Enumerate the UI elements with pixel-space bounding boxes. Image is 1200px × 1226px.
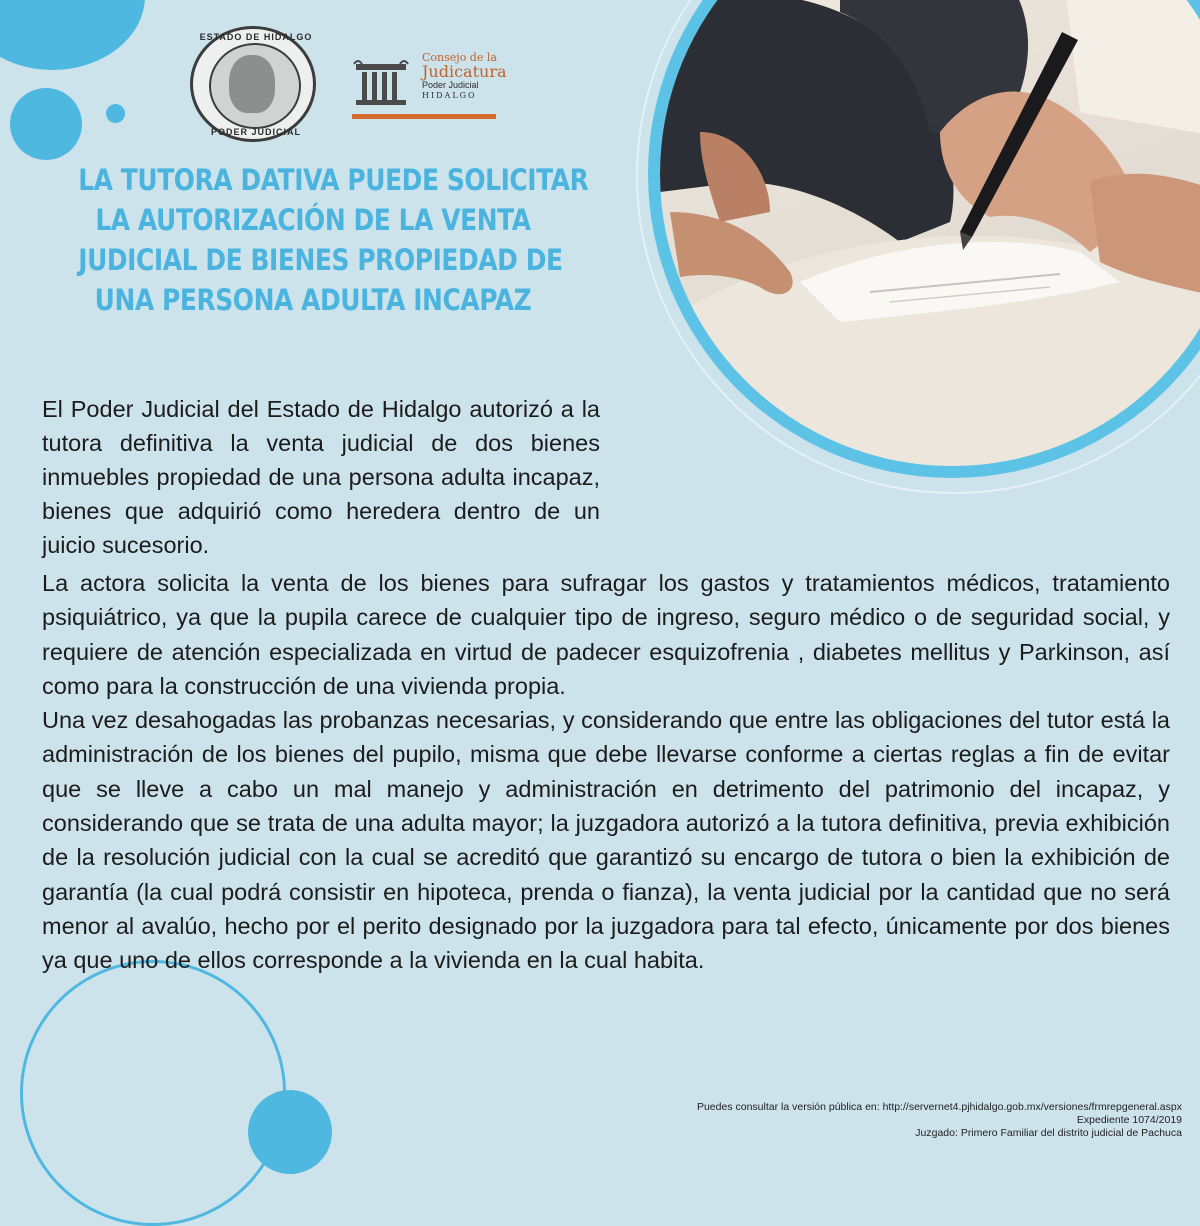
poder-judicial-seal-logo bbox=[190, 26, 316, 142]
seal-bottom-text: PODER JUDICIAL bbox=[210, 127, 301, 137]
title-line: LA TUTORA DATIVA PUEDE SOLICITAR bbox=[78, 163, 589, 197]
poder-judicial-line: Poder Judicial bbox=[422, 80, 479, 90]
title-line: LA AUTORIZACIÓN DE LA VENTA bbox=[95, 203, 531, 237]
decorative-circle bbox=[0, 0, 145, 70]
consejo-text bbox=[422, 51, 507, 100]
intro-paragraph: El Poder Judicial del Estado de Hidalgo autorizó a la tutora definitiva la venta judicial de dos bienes inmuebles propiedad de una persona adulta incapaz, bienes que adquirió como heredera dentro de un juicio sucesorio. bbox=[42, 396, 600, 558]
case-number: Expediente 1074/2019 bbox=[1076, 1114, 1182, 1126]
decorative-ring bbox=[20, 960, 286, 1226]
decorative-circle bbox=[248, 1090, 332, 1174]
orange-underline bbox=[352, 114, 496, 119]
title-line: JUDICIAL DE BIENES PROPIEDAD DE bbox=[78, 243, 563, 277]
seal-portrait bbox=[229, 55, 275, 113]
institution-logos bbox=[190, 26, 507, 146]
decorative-circle bbox=[10, 88, 82, 160]
consejo-line: Consejo de la bbox=[422, 51, 497, 64]
footer-info bbox=[582, 1101, 1182, 1140]
body-paragraph: Una vez desahogadas las probanzas necesarias, y considerando que entre las obligaciones del tutor está la administración de los bienes del pupilo, misma que debe llevarse conforme a ciertas reglas a fin de evitar que se lleve a cabo un mal manejo y administración en detrimento del patrimonio del incapaz, y considerando que se trata de una adulta mayor; la juzgadora autorizó a la tutora definitiva, previa exhibición de la resolución judicial con la cual se acreditó que garantizó su encargo de tutora o bien la exhibición de garantía (la cual podrá consistir en hipoteca, prenda o fianza), la venta judicial por la cantidad que no será menor al avalúo, hecho por el perito designado por la juzgadora para tal efecto, únicamente por dos bienes ya que uno de ellos corresponde a la vivienda en la cual habita. bbox=[42, 707, 1170, 974]
consejo-judicatura-logo bbox=[352, 51, 507, 144]
public-version-link-text: Puedes consultar la versión pública en: http://servernet4.pjhidalgo.gob.mx/versiones/frmrepgeneral.aspx bbox=[696, 1101, 1182, 1113]
hands-signing-document-photo bbox=[660, 0, 1200, 466]
photo-frame bbox=[648, 0, 1200, 478]
body-paragraph: La actora solicita la venta de los bienes para sufragar los gastos y tratamientos médicos, tratamiento psiquiátrico, ya que la pupila carece de cualquier tipo de ingreso, seguro médico o de seguridad social, y requiere de atención especializada en virtud de padecer esquizofrenia , diabetes mellitus y Parkinson, así como para la construcción de una vivienda propia. bbox=[42, 570, 1170, 699]
court-name: Juzgado: Primero Familiar del distrito judicial de Pachuca bbox=[915, 1127, 1182, 1139]
hidalgo-line: HIDALGO bbox=[422, 91, 477, 100]
column-icon bbox=[352, 58, 410, 106]
page-title bbox=[78, 160, 589, 320]
seal-top-text: ESTADO DE HIDALGO bbox=[199, 32, 313, 42]
body-text bbox=[42, 566, 1170, 978]
decorative-circle bbox=[106, 104, 125, 123]
judicatura-line: Judicatura bbox=[422, 62, 507, 81]
title-line: UNA PERSONA ADULTA INCAPAZ bbox=[94, 283, 532, 317]
